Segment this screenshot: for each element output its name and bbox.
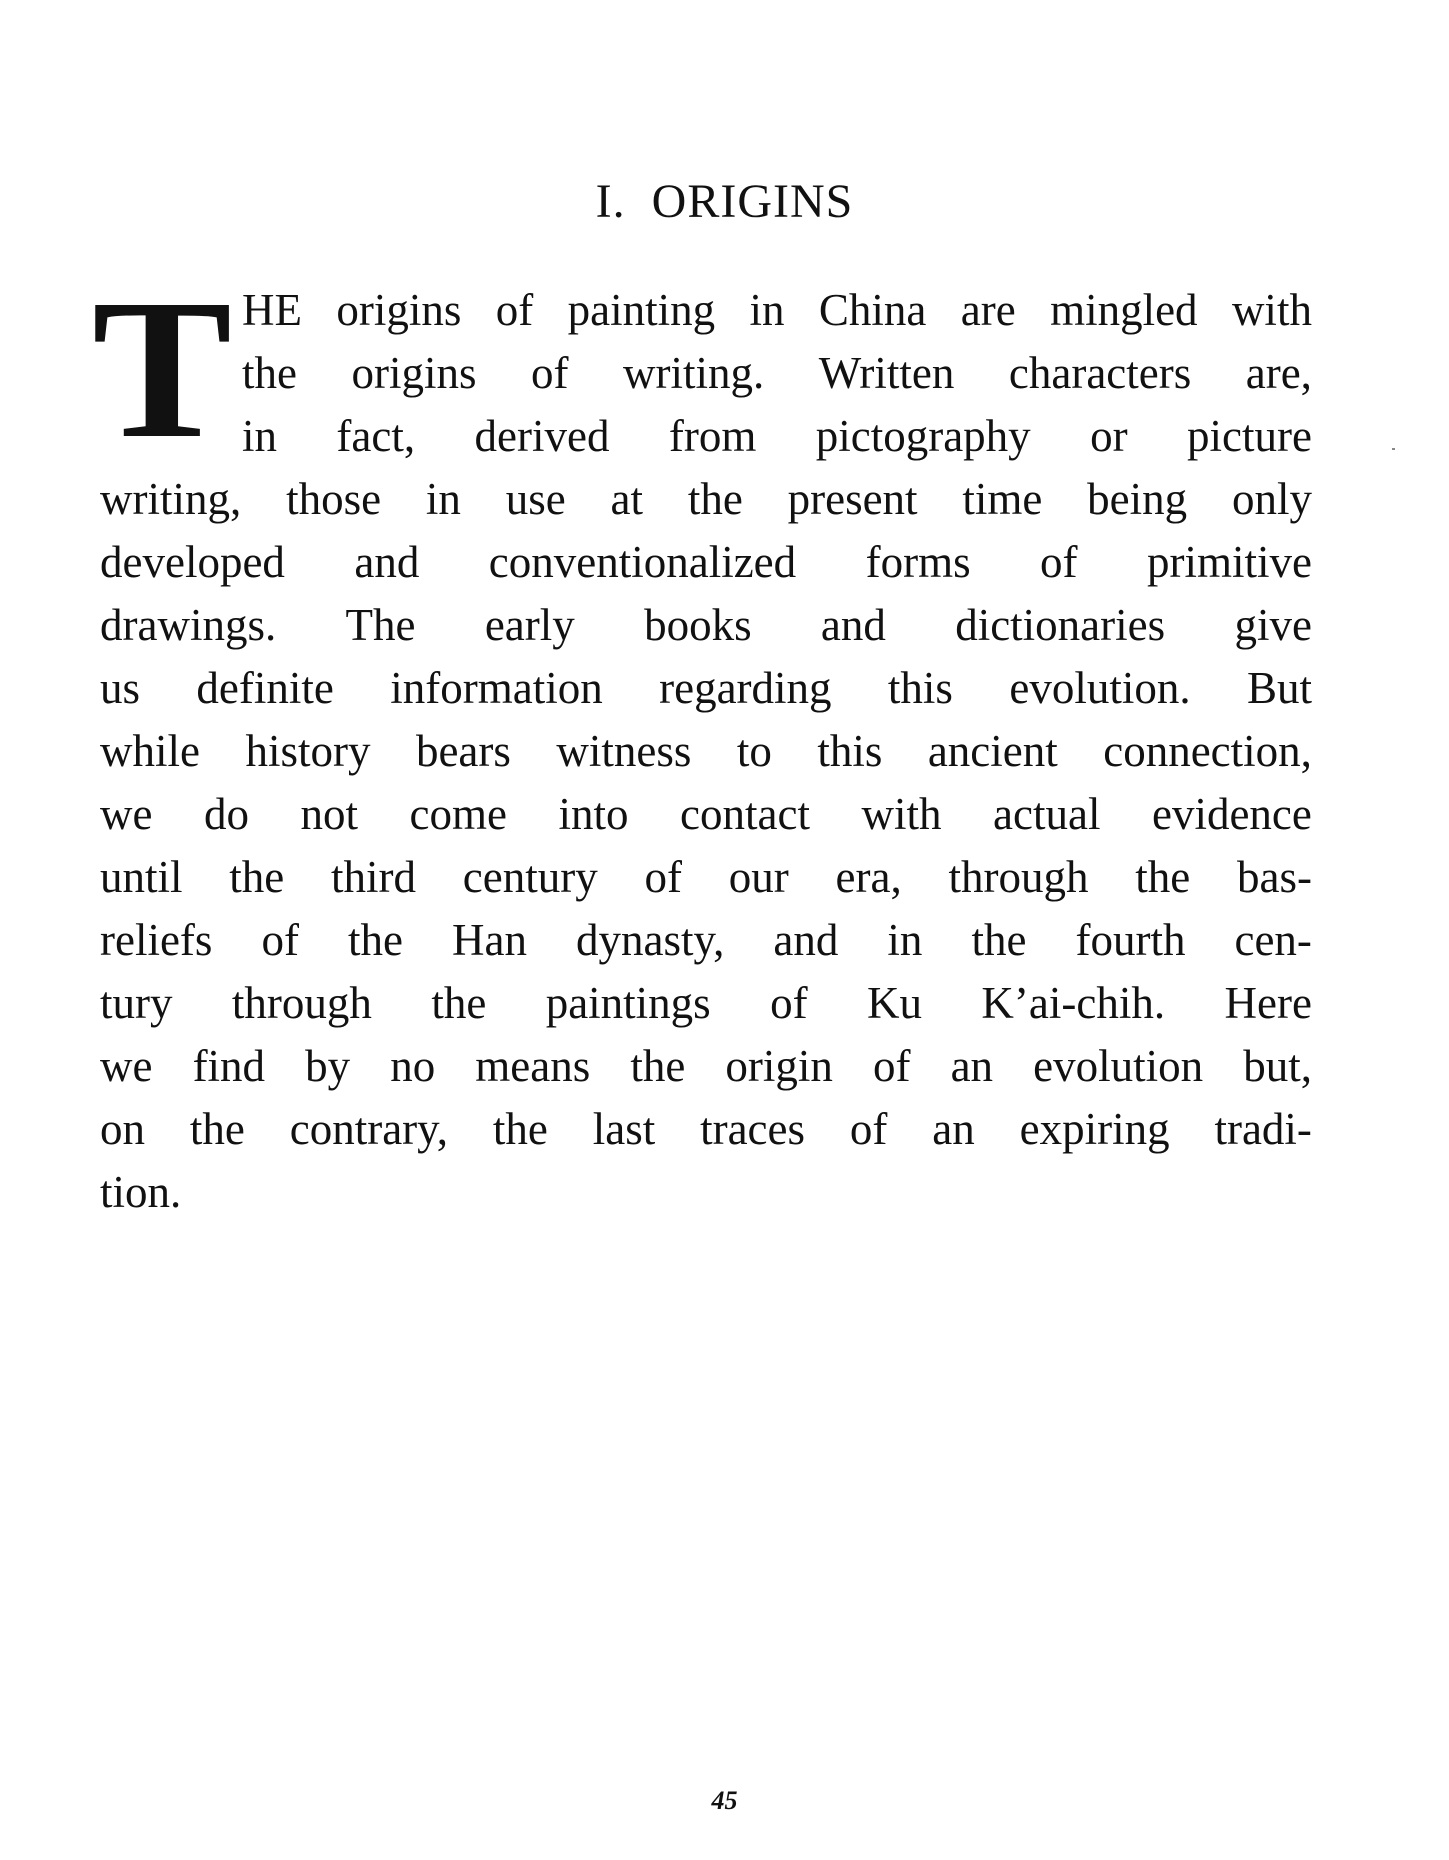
word: in (887, 915, 923, 965)
word: of (261, 915, 299, 965)
word: origins (351, 348, 477, 398)
word: But (1246, 663, 1312, 713)
word: our (728, 852, 789, 902)
word: the (189, 1104, 245, 1154)
word: ancient (927, 726, 1058, 776)
word: with (1231, 285, 1312, 335)
text-line (242, 342, 1312, 405)
word: come (409, 789, 507, 839)
word: forms (865, 537, 971, 587)
text-line (100, 1161, 1312, 1224)
word: Written (818, 348, 955, 398)
word: last (592, 1104, 656, 1154)
text-line (100, 1035, 1312, 1098)
text-line (100, 909, 1312, 972)
word: pictography (815, 411, 1031, 461)
word: reliefs (100, 915, 213, 965)
drop-cap: T (92, 259, 233, 480)
page-number: 45 (711, 1786, 738, 1815)
word: the (229, 852, 285, 902)
word: mingled (1050, 285, 1198, 335)
word: find (192, 1041, 266, 1091)
word: the (242, 348, 297, 398)
word: The (345, 600, 416, 650)
word: of (770, 978, 808, 1028)
body-text (100, 279, 1312, 1224)
word: developed (100, 537, 285, 587)
word: through (231, 978, 372, 1028)
word: the (630, 1041, 686, 1091)
word: not (300, 789, 359, 839)
word: are (960, 285, 1016, 335)
word: by (305, 1041, 351, 1091)
word: regarding (659, 663, 832, 713)
word: paintings (545, 978, 711, 1028)
word: in (425, 474, 461, 524)
word: of (644, 852, 682, 902)
word: present (787, 474, 918, 524)
word: of (849, 1104, 888, 1154)
word: history (245, 726, 371, 776)
word: from (668, 411, 757, 461)
word: actual (993, 789, 1101, 839)
word: tion. (100, 1167, 182, 1217)
word: Han (452, 915, 527, 965)
word: being (1087, 474, 1188, 524)
word: tury (100, 978, 173, 1028)
word: time (962, 474, 1043, 524)
word: witness (556, 726, 692, 776)
word: we (100, 1041, 153, 1091)
word: and (354, 537, 420, 587)
chapter-heading (0, 175, 1449, 228)
word: information (390, 663, 603, 713)
text-line (100, 783, 1312, 846)
word: the (492, 1104, 548, 1154)
word: means (475, 1041, 591, 1091)
word: characters (1008, 348, 1192, 398)
word: an (932, 1104, 975, 1154)
word: evolution. (1009, 663, 1191, 713)
word: give (1234, 600, 1312, 650)
word: era, (835, 852, 902, 902)
word: origin (725, 1041, 833, 1091)
word: dynasty, (576, 915, 725, 965)
word: expiring (1019, 1104, 1170, 1154)
word: painting (567, 285, 716, 335)
word: at (610, 474, 643, 524)
word: connection, (1103, 726, 1312, 776)
word: on (100, 1104, 145, 1154)
word: evolution (1033, 1041, 1204, 1091)
word: century (462, 852, 598, 902)
word: Here (1224, 978, 1312, 1028)
word: do (204, 789, 249, 839)
word: Ku (867, 978, 923, 1028)
text-line (100, 720, 1312, 783)
word: but, (1243, 1041, 1312, 1091)
word: picture (1187, 411, 1312, 461)
word: of (495, 285, 534, 335)
word: cen- (1234, 915, 1312, 965)
word: HE (242, 285, 302, 335)
word: until (100, 852, 183, 902)
word: or (1090, 411, 1128, 461)
word: bas- (1237, 852, 1312, 902)
word: in (749, 285, 785, 335)
word: of (872, 1041, 911, 1091)
word: primitive (1146, 537, 1312, 587)
word: with (861, 789, 942, 839)
word: us (100, 663, 141, 713)
word: contact (680, 789, 810, 839)
word: third (331, 852, 417, 902)
text-line (100, 468, 1312, 531)
word: drawings. (100, 600, 277, 650)
chapter-number: I. (595, 175, 626, 228)
word: dictionaries (955, 600, 1166, 650)
word: conventionalized (488, 537, 797, 587)
word: and (773, 915, 839, 965)
word: in (242, 411, 278, 461)
word: to (736, 726, 772, 776)
word: China (818, 285, 927, 335)
word: writing. (623, 348, 765, 398)
word: definite (196, 663, 334, 713)
word: origins (336, 285, 462, 335)
text-line (100, 1098, 1312, 1161)
word: the (348, 915, 403, 965)
word: evidence (1151, 789, 1312, 839)
stray-mark (1392, 448, 1395, 450)
text-line (100, 657, 1312, 720)
word: K’ai-chih. (981, 978, 1166, 1028)
word: writing, (100, 474, 242, 524)
word: into (558, 789, 629, 839)
word: of (1040, 537, 1078, 587)
text-line (100, 594, 1312, 657)
word: this (887, 663, 953, 713)
text-line (100, 846, 1312, 909)
word: tradi- (1214, 1104, 1312, 1154)
word: through (948, 852, 1089, 902)
word: while (100, 726, 200, 776)
word: early (484, 600, 575, 650)
word: derived (474, 411, 610, 461)
chapter-title: ORIGINS (651, 175, 854, 228)
word: no (390, 1041, 436, 1091)
word: of (531, 348, 569, 398)
word: the (1135, 852, 1191, 902)
word: the (971, 915, 1027, 965)
word: contrary, (289, 1104, 448, 1154)
word: and (820, 600, 886, 650)
word: the (431, 978, 487, 1028)
word: fact, (336, 411, 416, 461)
word: the (687, 474, 743, 524)
word: bears (415, 726, 511, 776)
word: traces (700, 1104, 806, 1154)
text-line (242, 279, 1312, 342)
word: only (1231, 474, 1312, 524)
text-line (100, 531, 1312, 594)
text-line (242, 405, 1312, 468)
text-line (100, 972, 1312, 1035)
word: fourth (1075, 915, 1186, 965)
word: those (286, 474, 382, 524)
word: this (817, 726, 883, 776)
word: books (644, 600, 752, 650)
word: are, (1245, 348, 1312, 398)
word: use (505, 474, 566, 524)
word: an (950, 1041, 994, 1091)
word: we (100, 789, 153, 839)
